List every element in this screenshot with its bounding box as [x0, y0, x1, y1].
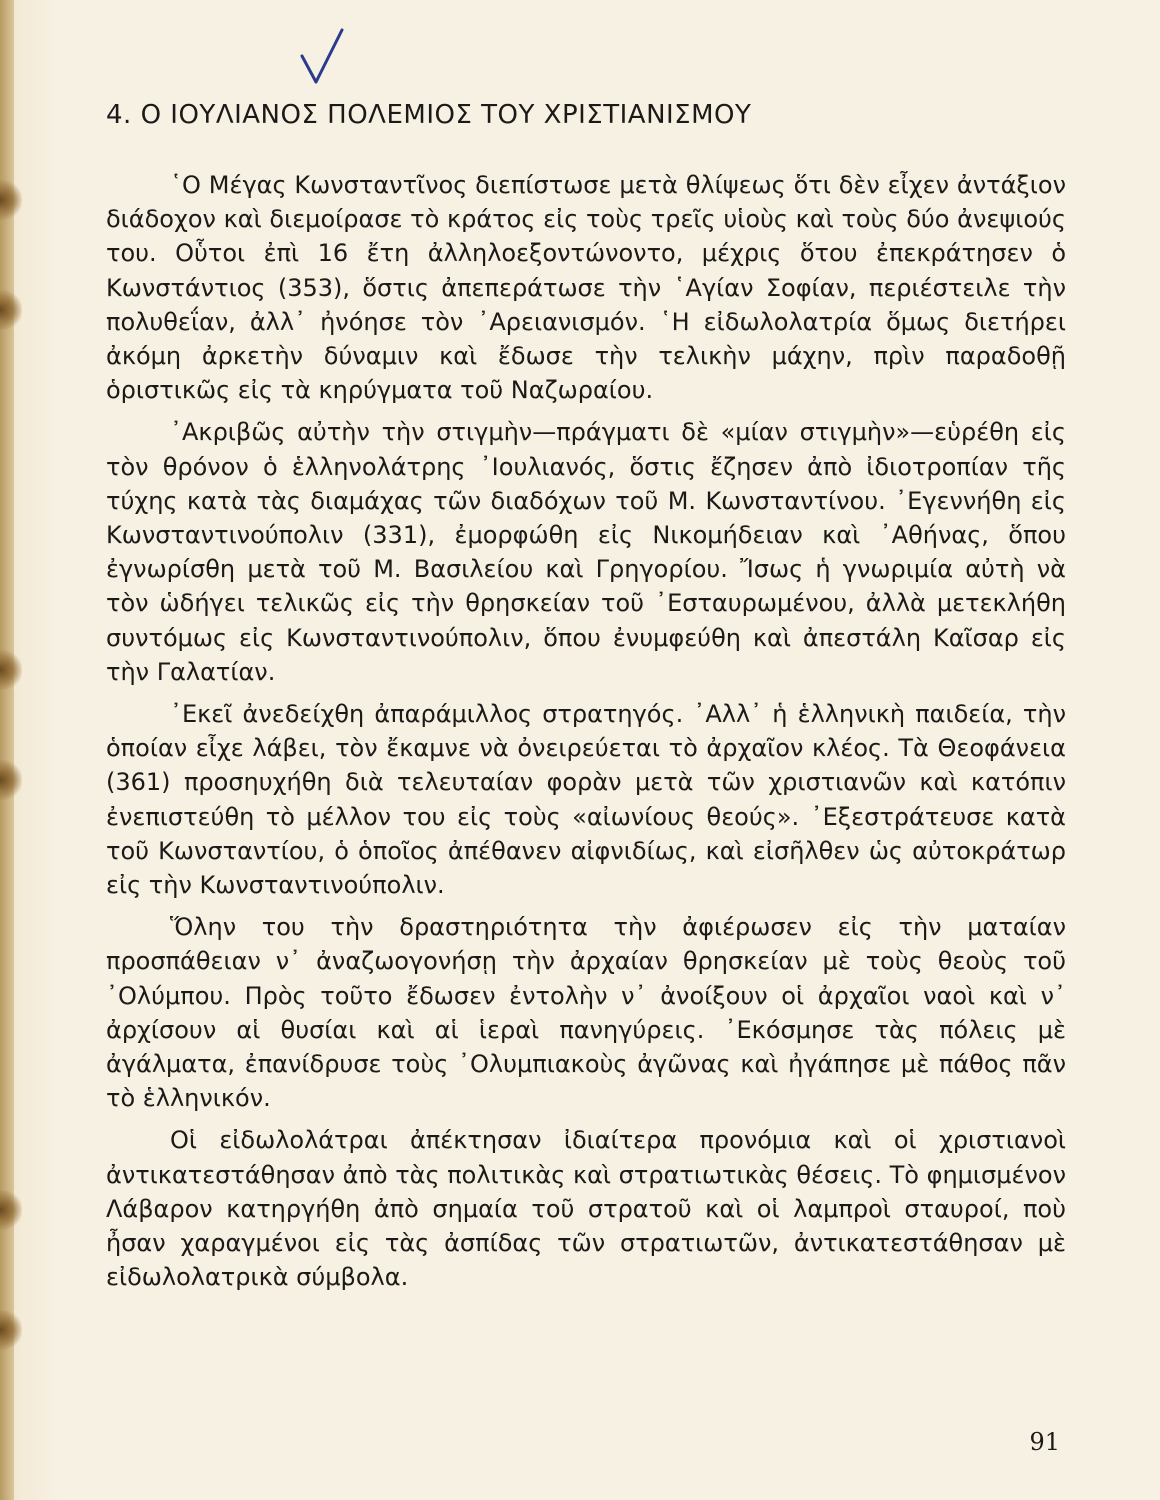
body-text [106, 168, 1066, 1303]
section-title: 4. Ο ΙΟΥΛΙΑΝΟΣ ΠΟΛΕΜΙΟΣ ΤΟΥ ΧΡΙΣΤΙΑΝΙΣΜΟΥ [106, 100, 752, 130]
paragraph: Ὅλην του τὴν δραστηριότητα τὴν ἀφιέρωσεν εἰς τὴν ματαίαν προσπάθειαν ν᾿ ἀναζωογονήσῃ τὴν ἀρχαίαν θρησκείαν μὲ τοὺς θεοὺς τοῦ ᾿Ολύμπου. Πρὸς τοῦτο ἔδωσεν ἐντολὴν ν᾿ ἀνοίξουν οἱ ἀρχαῖοι ναοὶ καὶ ν᾿ ἀρχίσουν αἱ θυσίαι καὶ αἱ ἱεραὶ πανηγύρεις. ᾿Εκόσμησε τὰς πόλεις μὲ ἀγάλματα, ἐπανίδρυσε τοὺς ᾿Ολυμπιακοὺς ἀγῶνας καὶ ἠγάπησε μὲ πάθος πᾶν τὸ ἑλληνικόν. [106, 913, 1066, 1113]
binding-edge [0, 0, 14, 1500]
paragraph: ῾Ο Μέγας Κωνσταντῖνος διεπίστωσε μετὰ θλίψεως ὅτι δὲν εἶχεν ἀντάξιον διάδοχον καὶ διεμοίρασε τὸ κράτος εἰς τοὺς τρεῖς υἱοὺς καὶ τοὺς δύο ἀνεψιούς του. Οὗτοι ἐπὶ 16 ἔτη ἀλληλοεξοντώνοντο, μέχρις ὅτου ἐπεκράτησεν ὁ Κωνστάντιος (353), ὅστις ἀπεπεράτωσε τὴν ῾Αγίαν Σοφίαν, περιέστειλε τὴν πολυθεΐαν, ἀλλ᾿ ἠνόησε τὸν ᾿Αρειανισμόν. ῾Η εἰδωλολατρία ὅμως διετήρει ἀκόμη ἀρκετὴν δύναμιν καὶ ἔδωσε τὴν τελικὴν μάχην, πρὶν παραδοθῇ ὁριστικῶς εἰς τὰ κηρύγματα τοῦ Ναζωραίου. [106, 171, 1066, 405]
paragraph: ᾿Ακριβῶς αὐτὴν τὴν στιγμὴν—πράγματι δὲ «μίαν στιγμὴν»—εὑρέθη εἰς τὸν θρόνον ὁ ἑλληνολάτρης ᾿Ιουλιανός, ὅστις ἔζησεν ἀπὸ ἰδιοτροπίαν τῆς τύχης κατὰ τὰς διαμάχας τῶν διαδόχων τοῦ Μ. Κωνσταντίνου. ᾿Εγεννήθη εἰς Κωνσταντινούπολιν (331), ἐμορφώθη εἰς Νικομήδειαν καὶ ᾿Αθήνας, ὅπου ἐγνωρίσθη μετὰ τοῦ Μ. Βασιλείου καὶ Γρηγορίου. Ἴσως ἡ γνωριμία αὐτὴ νὰ τὸν ὡδήγει τελικῶς εἰς τὴν θρησκείαν τοῦ ᾿Εσταυρωμένου, ἀλλὰ μετεκλήθη συντόμως εἰς Κωνσταντινούπολιν, ὅπου ἐνυμφεύθη καὶ ἀπεστάλη Καῖσαρ εἰς τὴν Γαλατίαν. [106, 418, 1066, 686]
paragraph: ᾿Εκεῖ ἀνεδείχθη ἀπαράμιλλος στρατηγός. ᾿Αλλ᾿ ἡ ἑλληνικὴ παιδεία, τὴν ὁποίαν εἶχε λάβει, τὸν ἔκαμνε νὰ ὀνειρεύεται τὸ ἀρχαῖον κλέος. Τὰ Θεοφάνεια (361) προσηυχήθη διὰ τελευταίαν φορὰν μετὰ τῶν χριστιανῶν καὶ κατόπιν ἐνεπιστεύθη τὸ μέλλον του εἰς τοὺς «αἰωνίους θεούς». ᾿Εξεστράτευσε κατὰ τοῦ Κωνσταντίου, ὁ ὁποῖος ἀπέθανεν αἰφνιδίως, καὶ εἰσῆλθεν ὡς αὐτοκράτωρ εἰς τὴν Κωνσταντινούπολιν. [106, 700, 1066, 900]
binding-stain [0, 1190, 22, 1230]
binding-stain [0, 650, 22, 690]
paragraph: Οἱ εἰδωλολάτραι ἀπέκτησαν ἰδιαίτερα προνόμια καὶ οἱ χριστιανοὶ ἀντικατεστάθησαν ἀπὸ τὰς πολιτικὰς καὶ στρατιωτικὰς θέσεις. Τὸ φημισμένον Λάβαρον κατηργήθη ἀπὸ σημαία τοῦ στρατοῦ καὶ οἱ λαμπροὶ σταυροί, ποὺ ἦσαν χαραγμένοι εἰς τὰς ἀσπίδας τῶν στρατιωτῶν, ἀντικατεστάθησαν μὲ εἰδωλολατρικὰ σύμβολα. [106, 1126, 1066, 1292]
binding-stain [0, 760, 22, 800]
binding-stain [0, 1310, 22, 1350]
binding-stain [0, 290, 22, 330]
binding-stain [0, 180, 22, 220]
checkmark-icon [298, 26, 348, 90]
page-number: 91 [1029, 1428, 1060, 1456]
